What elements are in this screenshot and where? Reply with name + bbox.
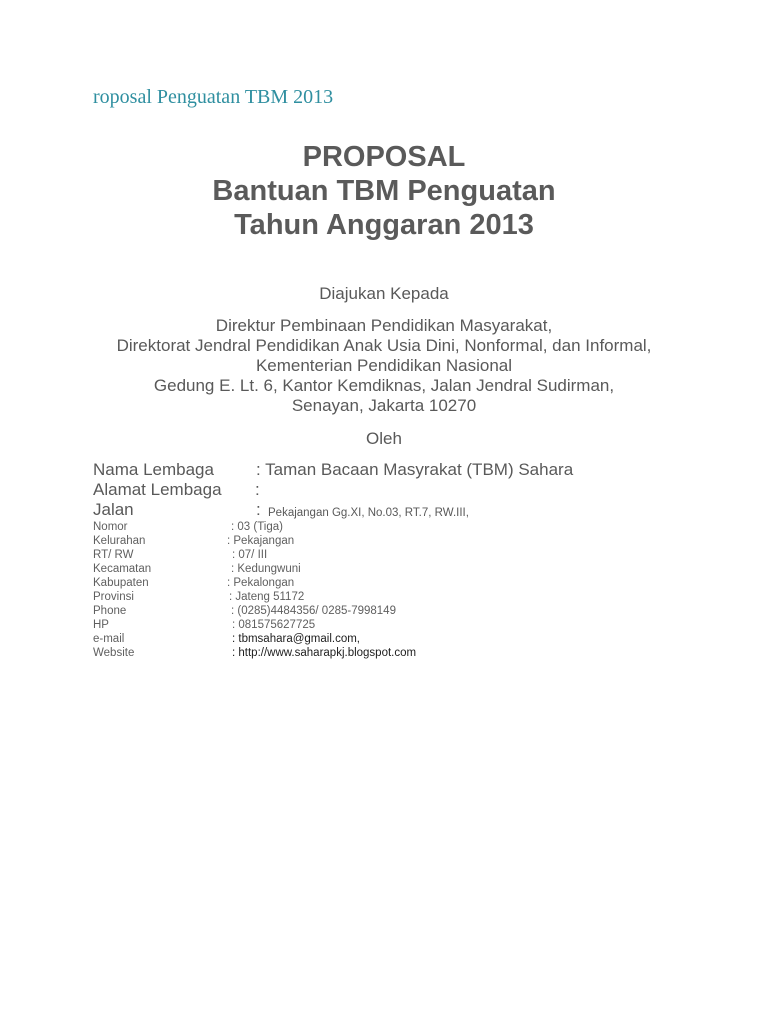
recipient-line-1: Direktur Pembinaan Pendidikan Masyarakat, <box>215 316 553 335</box>
detail-value: : 081575627725 <box>232 619 316 631</box>
document-title <box>0 140 768 242</box>
detail-label: Kecamatan <box>93 563 152 575</box>
detail-value: : Kedungwuni <box>231 563 301 575</box>
title-line-1: PROPOSAL <box>302 141 466 173</box>
submitted-to-label: Diajukan Kepada <box>319 284 449 303</box>
detail-label: Kelurahan <box>93 535 146 547</box>
detail-label: Provinsi <box>93 591 134 603</box>
org-address-separator: : <box>255 480 260 499</box>
recipient-line-3: Kementerian Pendidikan Nasional <box>255 356 513 375</box>
detail-label: Kabupaten <box>93 577 149 589</box>
email-value[interactable]: : tbmsahara@gmail.com, <box>232 633 360 645</box>
detail-value: : Pekalongan <box>227 577 295 589</box>
detail-value: : 07/ III <box>232 549 268 561</box>
org-name-label: Nama Lembaga <box>93 460 214 479</box>
detail-value: : 03 (Tiga) <box>231 521 283 533</box>
detail-label: Phone <box>93 605 127 617</box>
recipient-line-5: Senayan, Jakarta 10270 <box>291 396 477 415</box>
website-link[interactable]: : http://www.saharapkj.blogspot.com <box>232 647 417 659</box>
recipient-line-4: Gedung E. Lt. 6, Kantor Kemdiknas, Jalan Jendral Sudirman, <box>153 376 615 395</box>
running-header: roposal Penguatan TBM 2013 <box>93 86 334 108</box>
org-street-label: Jalan <box>93 500 134 519</box>
recipient-line-2: Direktorat Jendral Pendidikan Anak Usia Dini, Nonformal, dan Informal, <box>116 336 652 355</box>
org-street-separator: : <box>256 500 261 519</box>
recipient-block <box>0 316 768 416</box>
detail-label: e-mail <box>93 633 125 645</box>
by-label: Oleh <box>366 429 402 448</box>
detail-value: : (0285)4484356/ 0285-7998149 <box>231 605 396 617</box>
detail-value: : Pekajangan <box>227 535 295 547</box>
detail-value: : Jateng 51172 <box>229 591 305 603</box>
detail-label: HP <box>93 619 109 631</box>
detail-label: Nomor <box>93 521 128 533</box>
title-line-3: Tahun Anggaran 2013 <box>234 209 534 241</box>
detail-label: Website <box>93 647 135 659</box>
org-address-label: Alamat Lembaga <box>93 480 222 499</box>
title-line-2: Bantuan TBM Penguatan <box>212 175 556 207</box>
org-street-value: Pekajangan Gg.XI, No.03, RT.7, RW.III, <box>268 507 469 519</box>
detail-label: RT/ RW <box>93 549 134 561</box>
org-name-value: : Taman Bacaan Masyrakat (TBM) Sahara <box>256 460 574 479</box>
